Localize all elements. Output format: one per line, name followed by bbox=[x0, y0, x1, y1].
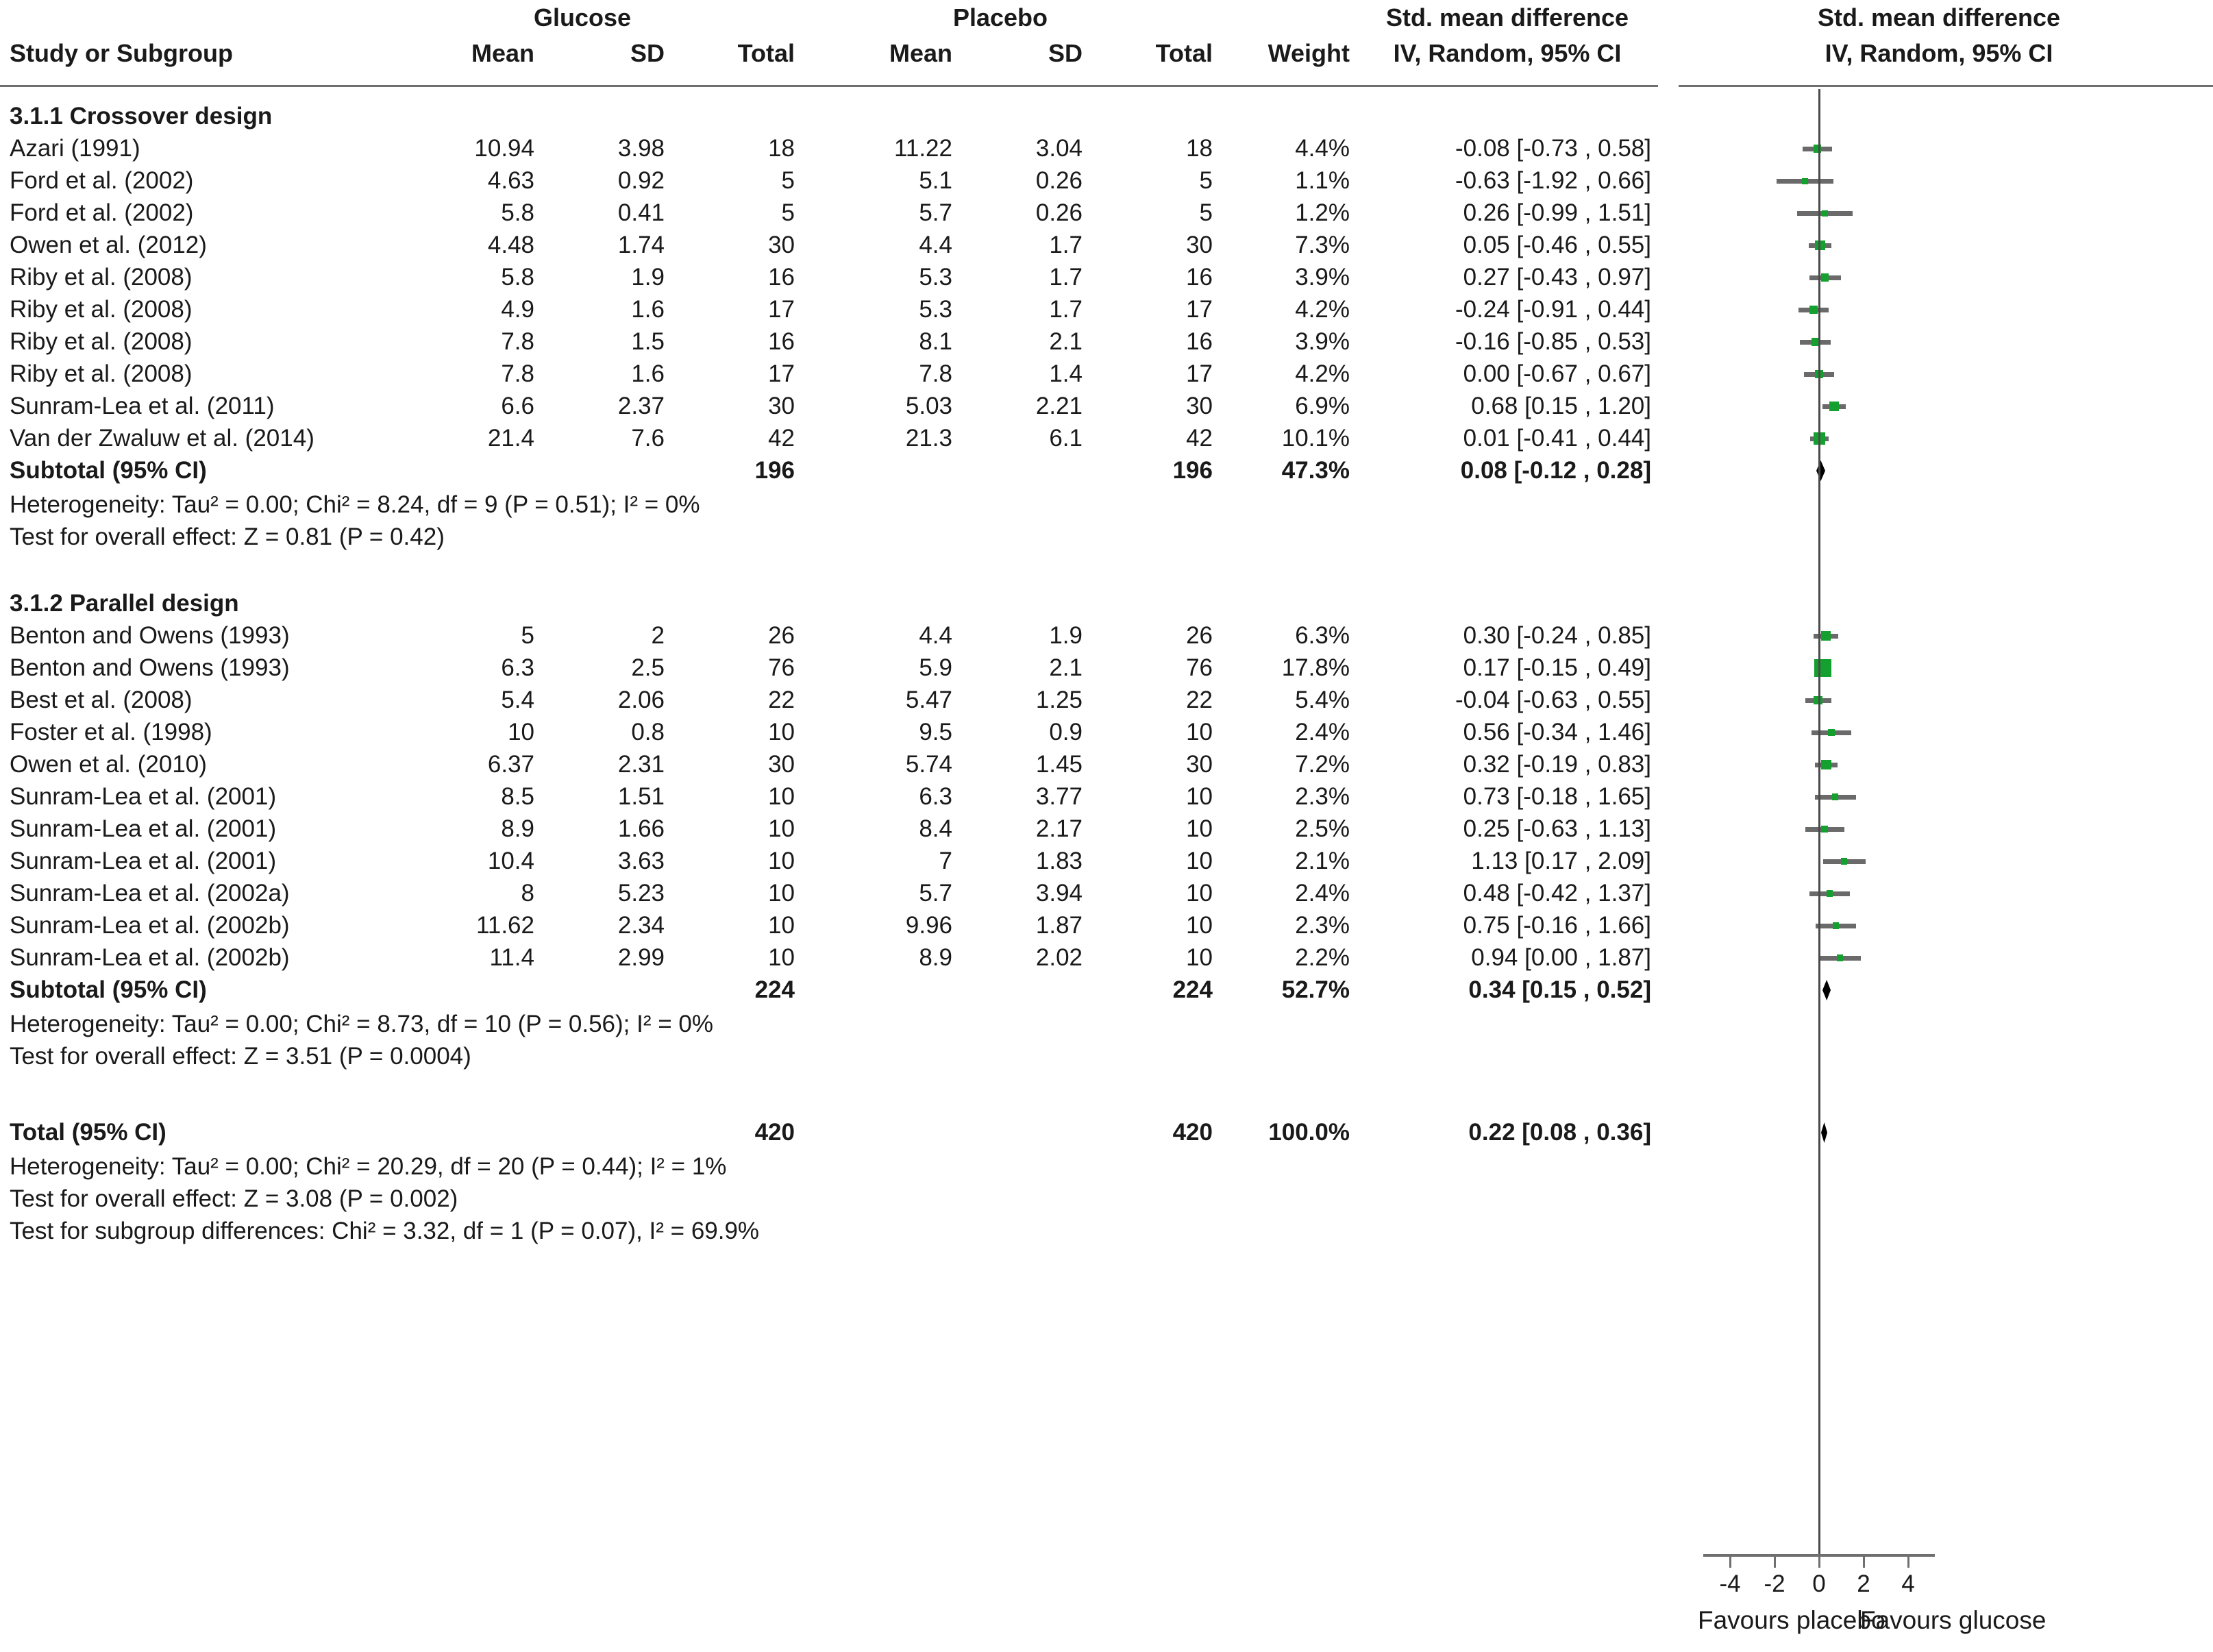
x-axis-tick-label: -2 bbox=[1764, 1570, 1785, 1597]
row-effect-ci: 0.73 [-0.18 , 1.65] bbox=[1463, 783, 1651, 810]
row-glucose-total: 22 bbox=[768, 687, 795, 713]
row-effect-ci: -0.24 [-0.91 , 0.44] bbox=[1455, 296, 1651, 323]
row-effect-ci: 0.94 [0.00 , 1.87] bbox=[1471, 944, 1651, 971]
row-study-name: Van der Zwaluw et al. (2014) bbox=[10, 425, 314, 452]
x-axis-tick-label: 4 bbox=[1901, 1570, 1915, 1597]
effect-marker bbox=[1821, 826, 1828, 833]
row-study-name: Sunram-Lea et al. (2011) bbox=[10, 393, 275, 419]
row-study-name: Sunram-Lea et al. (2002b) bbox=[10, 944, 290, 971]
row-placebo-mean: 5.47 bbox=[905, 687, 952, 713]
row-glucose-total: 17 bbox=[768, 296, 795, 323]
row-weight: 4.2% bbox=[1295, 296, 1350, 323]
header-plot-title: Std. mean difference bbox=[1817, 3, 2061, 32]
subgroup-differences-text: Test for subgroup differences: Chi² = 3.32, df = 1 (P = 0.07), I² = 69.9% bbox=[10, 1218, 760, 1244]
row-weight: 7.3% bbox=[1295, 232, 1350, 258]
row-effect-ci: 0.26 [-0.99 , 1.51] bbox=[1463, 199, 1651, 226]
row-glucose-sd: 0.41 bbox=[617, 199, 665, 226]
row-glucose-sd: 2.5 bbox=[631, 654, 665, 681]
x-axis-tick-label: -4 bbox=[1719, 1570, 1741, 1597]
row-glucose-total: 17 bbox=[768, 360, 795, 387]
row-weight: 3.9% bbox=[1295, 264, 1350, 291]
row-study-name: Owen et al. (2010) bbox=[10, 751, 207, 778]
header-plot-sub: IV, Random, 95% CI bbox=[1825, 39, 2053, 67]
row-study-name: Riby et al. (2008) bbox=[10, 264, 193, 291]
row-glucose-mean: 5.8 bbox=[501, 264, 534, 291]
row-placebo-sd: 2.1 bbox=[1049, 654, 1083, 681]
row-glucose-mean: 11.4 bbox=[489, 944, 534, 971]
row-glucose-mean: 11.62 bbox=[476, 912, 534, 939]
total-weight: 100.0% bbox=[1268, 1119, 1350, 1146]
total-effect-ci: 0.22 [0.08 , 0.36] bbox=[1468, 1119, 1651, 1146]
row-weight: 6.3% bbox=[1295, 622, 1350, 649]
row-placebo-sd: 2.21 bbox=[1035, 393, 1083, 419]
row-effect-ci: -0.16 [-0.85 , 0.53] bbox=[1455, 328, 1651, 355]
header-col-placebo-total: Total bbox=[1155, 39, 1213, 67]
subtotal-label: Subtotal (95% CI) bbox=[10, 976, 207, 1003]
row-weight: 2.4% bbox=[1295, 880, 1350, 907]
row-placebo-mean: 4.4 bbox=[919, 622, 952, 649]
axis-label-favours-glucose: Favours glucose bbox=[1860, 1606, 2047, 1634]
row-glucose-total: 5 bbox=[781, 167, 795, 194]
x-axis-tick bbox=[1818, 1556, 1820, 1568]
row-weight: 2.1% bbox=[1295, 848, 1350, 874]
row-placebo-total: 17 bbox=[1186, 296, 1213, 323]
effect-marker bbox=[1837, 954, 1843, 961]
row-study-name: Foster et al. (1998) bbox=[10, 719, 212, 745]
row-placebo-total: 42 bbox=[1186, 425, 1213, 452]
null-effect-line bbox=[1818, 89, 1820, 1554]
row-placebo-total: 16 bbox=[1186, 328, 1213, 355]
row-glucose-sd: 1.6 bbox=[631, 296, 665, 323]
x-axis-tick bbox=[1863, 1556, 1865, 1568]
row-study-name: Ford et al. (2002) bbox=[10, 199, 194, 226]
subtotal-glucose-total: 224 bbox=[754, 976, 795, 1003]
row-glucose-total: 30 bbox=[768, 393, 795, 419]
effect-marker bbox=[1827, 890, 1833, 897]
row-glucose-total: 16 bbox=[768, 264, 795, 291]
row-study-name: Owen et al. (2012) bbox=[10, 232, 207, 258]
row-weight: 2.5% bbox=[1295, 815, 1350, 842]
row-study-name: Sunram-Lea et al. (2001) bbox=[10, 783, 277, 810]
total-diamond bbox=[1812, 1121, 1837, 1144]
row-placebo-mean: 9.96 bbox=[905, 912, 952, 939]
header-col-glucose-sd: SD bbox=[630, 39, 665, 67]
row-placebo-total: 10 bbox=[1186, 815, 1213, 842]
row-weight: 2.2% bbox=[1295, 944, 1350, 971]
row-placebo-total: 22 bbox=[1186, 687, 1213, 713]
header-col-placebo-mean: Mean bbox=[889, 39, 952, 67]
effect-marker bbox=[1802, 178, 1808, 184]
axis-label-favours-placebo: Favours placebo bbox=[1698, 1606, 1886, 1634]
row-glucose-mean: 8.5 bbox=[501, 783, 534, 810]
row-study-name: Riby et al. (2008) bbox=[10, 360, 193, 387]
row-glucose-mean: 6.37 bbox=[487, 751, 534, 778]
row-placebo-mean: 5.1 bbox=[919, 167, 952, 194]
row-effect-ci: 0.48 [-0.42 , 1.37] bbox=[1463, 880, 1651, 907]
row-effect-ci: 0.00 [-0.67 , 0.67] bbox=[1463, 360, 1651, 387]
row-effect-ci: 0.32 [-0.19 , 0.83] bbox=[1463, 751, 1651, 778]
row-effect-ci: 0.01 [-0.41 , 0.44] bbox=[1463, 425, 1651, 452]
row-glucose-total: 16 bbox=[768, 328, 795, 355]
row-glucose-total: 10 bbox=[768, 944, 795, 971]
row-placebo-total: 26 bbox=[1186, 622, 1213, 649]
subgroup-heading-3.1.2: 3.1.2 Parallel design bbox=[10, 590, 239, 617]
row-glucose-total: 10 bbox=[768, 719, 795, 745]
row-study-name: Sunram-Lea et al. (2001) bbox=[10, 848, 277, 874]
subtotal-placebo-total: 224 bbox=[1172, 976, 1213, 1003]
total-placebo-total: 420 bbox=[1172, 1119, 1213, 1146]
row-placebo-total: 16 bbox=[1186, 264, 1213, 291]
total-glucose-total: 420 bbox=[754, 1119, 795, 1146]
row-glucose-mean: 7.8 bbox=[501, 360, 534, 387]
row-glucose-mean: 6.6 bbox=[501, 393, 534, 419]
header-col-placebo-sd: SD bbox=[1048, 39, 1083, 67]
header-group-placebo: Placebo bbox=[952, 3, 1048, 32]
row-glucose-sd: 2.06 bbox=[617, 687, 665, 713]
subtotal-glucose-total: 196 bbox=[754, 457, 795, 484]
x-axis-tick bbox=[1907, 1556, 1909, 1568]
row-placebo-total: 18 bbox=[1186, 135, 1213, 162]
row-placebo-total: 17 bbox=[1186, 360, 1213, 387]
row-placebo-mean: 7 bbox=[939, 848, 952, 874]
row-placebo-total: 10 bbox=[1186, 719, 1213, 745]
row-weight: 7.2% bbox=[1295, 751, 1350, 778]
total-overall-effect-text: Test for overall effect: Z = 3.08 (P = 0.002) bbox=[10, 1185, 458, 1212]
row-glucose-total: 10 bbox=[768, 783, 795, 810]
row-study-name: Azari (1991) bbox=[10, 135, 140, 162]
effect-marker bbox=[1829, 402, 1839, 411]
row-placebo-sd: 1.7 bbox=[1049, 296, 1083, 323]
row-placebo-sd: 1.25 bbox=[1035, 687, 1083, 713]
header-col-effect: IV, Random, 95% CI bbox=[1393, 39, 1622, 67]
row-glucose-mean: 21.4 bbox=[487, 425, 534, 452]
row-placebo-sd: 1.45 bbox=[1035, 751, 1083, 778]
subtotal-effect-ci: 0.34 [0.15 , 0.52] bbox=[1468, 976, 1651, 1003]
row-glucose-mean: 4.63 bbox=[487, 167, 534, 194]
row-glucose-sd: 0.8 bbox=[631, 719, 665, 745]
row-placebo-sd: 1.83 bbox=[1035, 848, 1083, 874]
row-placebo-sd: 1.9 bbox=[1049, 622, 1083, 649]
row-placebo-total: 10 bbox=[1186, 783, 1213, 810]
row-glucose-sd: 2.31 bbox=[617, 751, 665, 778]
row-glucose-sd: 1.66 bbox=[617, 815, 665, 842]
row-glucose-mean: 8 bbox=[521, 880, 534, 907]
row-weight: 3.9% bbox=[1295, 328, 1350, 355]
row-placebo-sd: 1.87 bbox=[1035, 912, 1083, 939]
effect-marker bbox=[1833, 922, 1839, 928]
row-weight: 6.9% bbox=[1295, 393, 1350, 419]
row-placebo-mean: 8.1 bbox=[919, 328, 952, 355]
row-glucose-total: 10 bbox=[768, 912, 795, 939]
row-weight: 4.4% bbox=[1295, 135, 1350, 162]
row-weight: 2.3% bbox=[1295, 912, 1350, 939]
effect-marker bbox=[1821, 273, 1829, 281]
effect-marker bbox=[1821, 631, 1831, 641]
row-glucose-sd: 7.6 bbox=[631, 425, 665, 452]
subtotal-placebo-total: 196 bbox=[1172, 457, 1213, 484]
row-placebo-mean: 5.03 bbox=[905, 393, 952, 419]
row-weight: 1.1% bbox=[1295, 167, 1350, 194]
row-placebo-mean: 5.7 bbox=[919, 880, 952, 907]
row-placebo-mean: 5.3 bbox=[919, 296, 952, 323]
row-placebo-mean: 21.3 bbox=[905, 425, 952, 452]
row-placebo-mean: 5.7 bbox=[919, 199, 952, 226]
x-axis-tick-label: 2 bbox=[1857, 1570, 1870, 1597]
row-study-name: Best et al. (2008) bbox=[10, 687, 193, 713]
row-weight: 2.4% bbox=[1295, 719, 1350, 745]
row-placebo-total: 10 bbox=[1186, 880, 1213, 907]
row-glucose-mean: 4.48 bbox=[487, 232, 534, 258]
row-glucose-mean: 10.4 bbox=[487, 848, 534, 874]
effect-marker bbox=[1832, 793, 1838, 800]
row-weight: 2.3% bbox=[1295, 783, 1350, 810]
row-placebo-total: 30 bbox=[1186, 393, 1213, 419]
subtotal-label: Subtotal (95% CI) bbox=[10, 457, 207, 484]
subtotal-weight: 52.7% bbox=[1281, 976, 1350, 1003]
x-axis-tick-label: 0 bbox=[1812, 1570, 1826, 1597]
row-placebo-mean: 8.9 bbox=[919, 944, 952, 971]
row-effect-ci: -0.08 [-0.73 , 0.58] bbox=[1455, 135, 1651, 162]
row-effect-ci: 0.17 [-0.15 , 0.49] bbox=[1463, 654, 1651, 681]
effect-marker bbox=[1841, 858, 1847, 864]
row-placebo-mean: 4.4 bbox=[919, 232, 952, 258]
effect-marker bbox=[1828, 729, 1835, 736]
row-placebo-sd: 3.77 bbox=[1035, 783, 1083, 810]
row-placebo-mean: 6.3 bbox=[919, 783, 952, 810]
row-placebo-sd: 1.4 bbox=[1049, 360, 1083, 387]
row-glucose-total: 42 bbox=[768, 425, 795, 452]
row-placebo-sd: 3.94 bbox=[1035, 880, 1083, 907]
row-placebo-total: 76 bbox=[1186, 654, 1213, 681]
row-placebo-mean: 9.5 bbox=[919, 719, 952, 745]
row-glucose-mean: 7.8 bbox=[501, 328, 534, 355]
row-study-name: Benton and Owens (1993) bbox=[10, 654, 290, 681]
row-placebo-total: 30 bbox=[1186, 232, 1213, 258]
header-col-glucose-total: Total bbox=[737, 39, 795, 67]
row-effect-ci: 0.30 [-0.24 , 0.85] bbox=[1463, 622, 1651, 649]
row-glucose-mean: 5 bbox=[521, 622, 534, 649]
row-glucose-total: 76 bbox=[768, 654, 795, 681]
row-effect-ci: 0.05 [-0.46 , 0.55] bbox=[1463, 232, 1651, 258]
row-glucose-sd: 2.34 bbox=[617, 912, 665, 939]
row-effect-ci: 0.75 [-0.16 , 1.66] bbox=[1463, 912, 1651, 939]
header-col-weight: Weight bbox=[1268, 39, 1350, 67]
row-weight: 5.4% bbox=[1295, 687, 1350, 713]
row-study-name: Sunram-Lea et al. (2002b) bbox=[10, 912, 290, 939]
row-effect-ci: 0.25 [-0.63 , 1.13] bbox=[1463, 815, 1651, 842]
heterogeneity-text-3.1.2: Heterogeneity: Tau² = 0.00; Chi² = 8.73, df = 10 (P = 0.56); I² = 0% bbox=[10, 1011, 713, 1037]
row-placebo-sd: 1.7 bbox=[1049, 264, 1083, 291]
row-placebo-sd: 1.7 bbox=[1049, 232, 1083, 258]
row-glucose-total: 30 bbox=[768, 751, 795, 778]
row-study-name: Riby et al. (2008) bbox=[10, 328, 193, 355]
effect-marker bbox=[1809, 306, 1817, 313]
row-placebo-sd: 0.26 bbox=[1035, 199, 1083, 226]
subtotal-effect-ci: 0.08 [-0.12 , 0.28] bbox=[1460, 457, 1651, 484]
header-col-glucose-mean: Mean bbox=[471, 39, 534, 67]
row-glucose-sd: 5.23 bbox=[617, 880, 665, 907]
row-placebo-total: 30 bbox=[1186, 751, 1213, 778]
row-placebo-mean: 7.8 bbox=[919, 360, 952, 387]
row-study-name: Sunram-Lea et al. (2002a) bbox=[10, 880, 290, 907]
row-weight: 17.8% bbox=[1281, 654, 1350, 681]
effect-marker bbox=[1821, 760, 1831, 770]
row-study-name: Sunram-Lea et al. (2001) bbox=[10, 815, 277, 842]
row-placebo-mean: 5.3 bbox=[919, 264, 952, 291]
header-group-glucose: Glucose bbox=[533, 3, 632, 32]
row-glucose-mean: 6.3 bbox=[501, 654, 534, 681]
row-glucose-mean: 4.9 bbox=[501, 296, 534, 323]
row-study-name: Benton and Owens (1993) bbox=[10, 622, 290, 649]
row-effect-ci: -0.04 [-0.63 , 0.55] bbox=[1455, 687, 1651, 713]
row-placebo-sd: 2.1 bbox=[1049, 328, 1083, 355]
subtotal-diamond bbox=[1813, 978, 1840, 1002]
row-effect-ci: 1.13 [0.17 , 2.09] bbox=[1471, 848, 1651, 874]
row-glucose-total: 5 bbox=[781, 199, 795, 226]
row-glucose-mean: 8.9 bbox=[501, 815, 534, 842]
x-axis-tick bbox=[1729, 1556, 1731, 1568]
x-axis-tick bbox=[1774, 1556, 1776, 1568]
row-placebo-mean: 11.22 bbox=[894, 135, 952, 162]
header-col-study: Study or Subgroup bbox=[10, 39, 233, 67]
row-placebo-mean: 5.9 bbox=[919, 654, 952, 681]
row-weight: 10.1% bbox=[1281, 425, 1350, 452]
row-glucose-sd: 1.51 bbox=[617, 783, 665, 810]
effect-marker bbox=[1814, 659, 1832, 677]
row-glucose-sd: 2.99 bbox=[617, 944, 665, 971]
row-glucose-sd: 2 bbox=[651, 622, 665, 649]
row-placebo-total: 5 bbox=[1199, 199, 1213, 226]
row-weight: 4.2% bbox=[1295, 360, 1350, 387]
row-study-name: Riby et al. (2008) bbox=[10, 296, 193, 323]
row-glucose-mean: 10.94 bbox=[474, 135, 534, 162]
row-glucose-total: 10 bbox=[768, 815, 795, 842]
effect-marker bbox=[1822, 210, 1828, 217]
row-glucose-mean: 5.4 bbox=[501, 687, 534, 713]
header-effect-title: Std. mean difference bbox=[1385, 3, 1629, 32]
row-placebo-sd: 2.02 bbox=[1035, 944, 1083, 971]
total-heterogeneity-text: Heterogeneity: Tau² = 0.00; Chi² = 20.29, df = 20 (P = 0.44); I² = 1% bbox=[10, 1153, 727, 1180]
row-glucose-mean: 10 bbox=[508, 719, 534, 745]
row-placebo-sd: 0.9 bbox=[1049, 719, 1083, 745]
heterogeneity-text-3.1.1: Heterogeneity: Tau² = 0.00; Chi² = 8.24, df = 9 (P = 0.51); I² = 0% bbox=[10, 491, 700, 518]
row-placebo-sd: 0.26 bbox=[1035, 167, 1083, 194]
row-effect-ci: 0.56 [-0.34 , 1.46] bbox=[1463, 719, 1651, 745]
row-glucose-total: 26 bbox=[768, 622, 795, 649]
row-placebo-sd: 2.17 bbox=[1035, 815, 1083, 842]
row-glucose-total: 10 bbox=[768, 848, 795, 874]
row-placebo-total: 10 bbox=[1186, 944, 1213, 971]
row-glucose-sd: 1.6 bbox=[631, 360, 665, 387]
row-glucose-sd: 1.5 bbox=[631, 328, 665, 355]
subtotal-diamond bbox=[1807, 459, 1835, 482]
row-glucose-total: 30 bbox=[768, 232, 795, 258]
subtotal-weight: 47.3% bbox=[1281, 457, 1350, 484]
row-glucose-sd: 3.98 bbox=[617, 135, 665, 162]
row-glucose-sd: 3.63 bbox=[617, 848, 665, 874]
row-study-name: Ford et al. (2002) bbox=[10, 167, 194, 194]
overall-effect-text-3.1.1: Test for overall effect: Z = 0.81 (P = 0.42) bbox=[10, 523, 445, 550]
row-effect-ci: -0.63 [-1.92 , 0.66] bbox=[1455, 167, 1651, 194]
row-glucose-total: 18 bbox=[768, 135, 795, 162]
row-glucose-sd: 1.9 bbox=[631, 264, 665, 291]
row-placebo-total: 5 bbox=[1199, 167, 1213, 194]
row-glucose-sd: 1.74 bbox=[617, 232, 665, 258]
row-glucose-total: 10 bbox=[768, 880, 795, 907]
row-placebo-mean: 8.4 bbox=[919, 815, 952, 842]
overall-effect-text-3.1.2: Test for overall effect: Z = 3.51 (P = 0.0004) bbox=[10, 1043, 471, 1070]
row-effect-ci: 0.68 [0.15 , 1.20] bbox=[1471, 393, 1651, 419]
subgroup-heading-3.1.1: 3.1.1 Crossover design bbox=[10, 103, 273, 130]
row-placebo-sd: 6.1 bbox=[1049, 425, 1083, 452]
row-placebo-sd: 3.04 bbox=[1035, 135, 1083, 162]
row-placebo-total: 10 bbox=[1186, 912, 1213, 939]
row-glucose-sd: 2.37 bbox=[617, 393, 665, 419]
row-placebo-mean: 5.74 bbox=[905, 751, 952, 778]
row-glucose-sd: 0.92 bbox=[617, 167, 665, 194]
row-glucose-mean: 5.8 bbox=[501, 199, 534, 226]
row-placebo-total: 10 bbox=[1186, 848, 1213, 874]
row-effect-ci: 0.27 [-0.43 , 0.97] bbox=[1463, 264, 1651, 291]
row-weight: 1.2% bbox=[1295, 199, 1350, 226]
total-label: Total (95% CI) bbox=[10, 1119, 166, 1146]
